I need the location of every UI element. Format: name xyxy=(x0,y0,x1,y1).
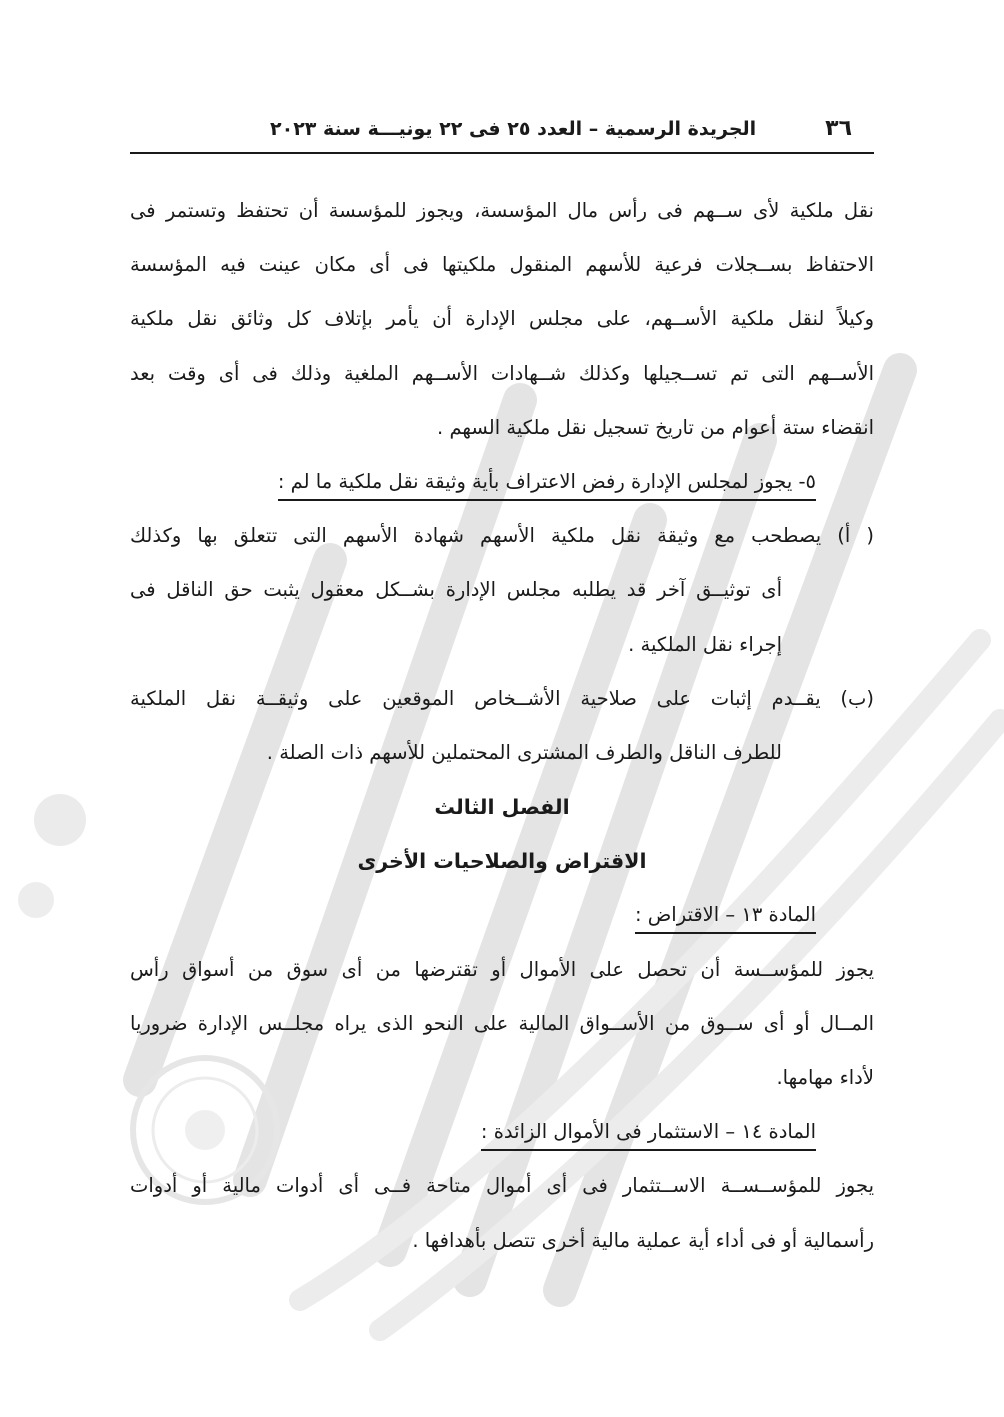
item-5 xyxy=(130,459,874,513)
paragraph-line: انقضاء ستة أعوام من تاريخ تسجيل نقل ملكية السهم . xyxy=(437,415,874,439)
chapter-title: الفصل الثالث xyxy=(434,795,570,820)
article-13-heading-text: المادة ١٣ – الاقتراض : xyxy=(635,903,816,934)
article-14-heading-text: المادة ١٤ – الاستثمار فى الأموال الزائدة : xyxy=(481,1120,816,1151)
document-page xyxy=(130,0,874,1417)
paragraph-line: نقل ملكية لأى ســهم فى رأس مال المؤسسة، ويجوز للمؤسسة أن تحتفظ وتستمر فى xyxy=(130,199,874,222)
body-text xyxy=(130,188,874,1272)
paragraph-line: وكيلاً لنقل ملكية الأســهم، على مجلس الإدارة أن يأمر بإتلاف كل وثائق نقل ملكية xyxy=(130,307,874,331)
article-14-heading xyxy=(130,1109,874,1163)
article-13-line: لأداء مهامها. xyxy=(776,1066,874,1089)
item-b-line: للطرف الناقل والطرف المشترى المحتملين للأسهم ذات الصلة . xyxy=(266,740,782,764)
item-b-line: (ب) يقــدم إثبات على صلاحية الأشــخاص الموقعين على وثيقــة نقل الملكية xyxy=(130,686,874,710)
article-14-line: يجوز للمؤســســة الاســتثمار فى أى أموال متاحة فــى أى أدوات مالية أو أدوات xyxy=(130,1174,874,1198)
chapter-subtitle: الاقتراض والصلاحيات الأخرى xyxy=(357,849,647,874)
item-a-line: أى توثيــق آخر قد يطلبه مجلس الإدارة بشــكل معقول يثبت حق الناقل فى xyxy=(130,578,782,602)
paragraph-line: الاحتفاظ بســجلات فرعية للأسهم المنقول ملكيتها فى أى مكان عينت فيه المؤسسة xyxy=(130,253,874,277)
article-13-heading xyxy=(130,892,874,946)
item-a-line: إجراء نقل الملكية . xyxy=(628,632,782,656)
item-a-line: ( أ) يصطحب مع وثيقة نقل ملكية الأسهم شهادة الأسهم التى تتعلق بها وكذلك xyxy=(130,524,874,548)
article-14-line: رأسمالية أو فى أداء أية عملية مالية أخرى تتصل بأهدافها . xyxy=(412,1228,874,1252)
paragraph-line: الأســهم التى تم تســجيلها وكذلك شــهادات الأســهم الملغية وذلك فى أى وقت بعد xyxy=(130,361,874,385)
item-5-text: ٥- يجوز لمجلس الإدارة رفض الاعتراف بأية وثيقة نقل ملكية ما لم : xyxy=(278,470,816,501)
article-13-line: يجوز للمؤســسة أن تحصل على الأموال أو تقترضها من أى سوق من أسواق رأس xyxy=(130,957,874,981)
running-title: الجريدة الرسمية – العدد ٢٥ فى ٢٢ يونيـــة سنة ٢٠٢٣ xyxy=(270,118,757,140)
page-header xyxy=(130,112,874,154)
page-number: ٣٦ xyxy=(825,116,852,141)
article-13-line: المــال أو أى ســوق من الأســواق المالية على النحو الذى يراه مجلــس الإدارة ضروريا xyxy=(130,1011,874,1035)
